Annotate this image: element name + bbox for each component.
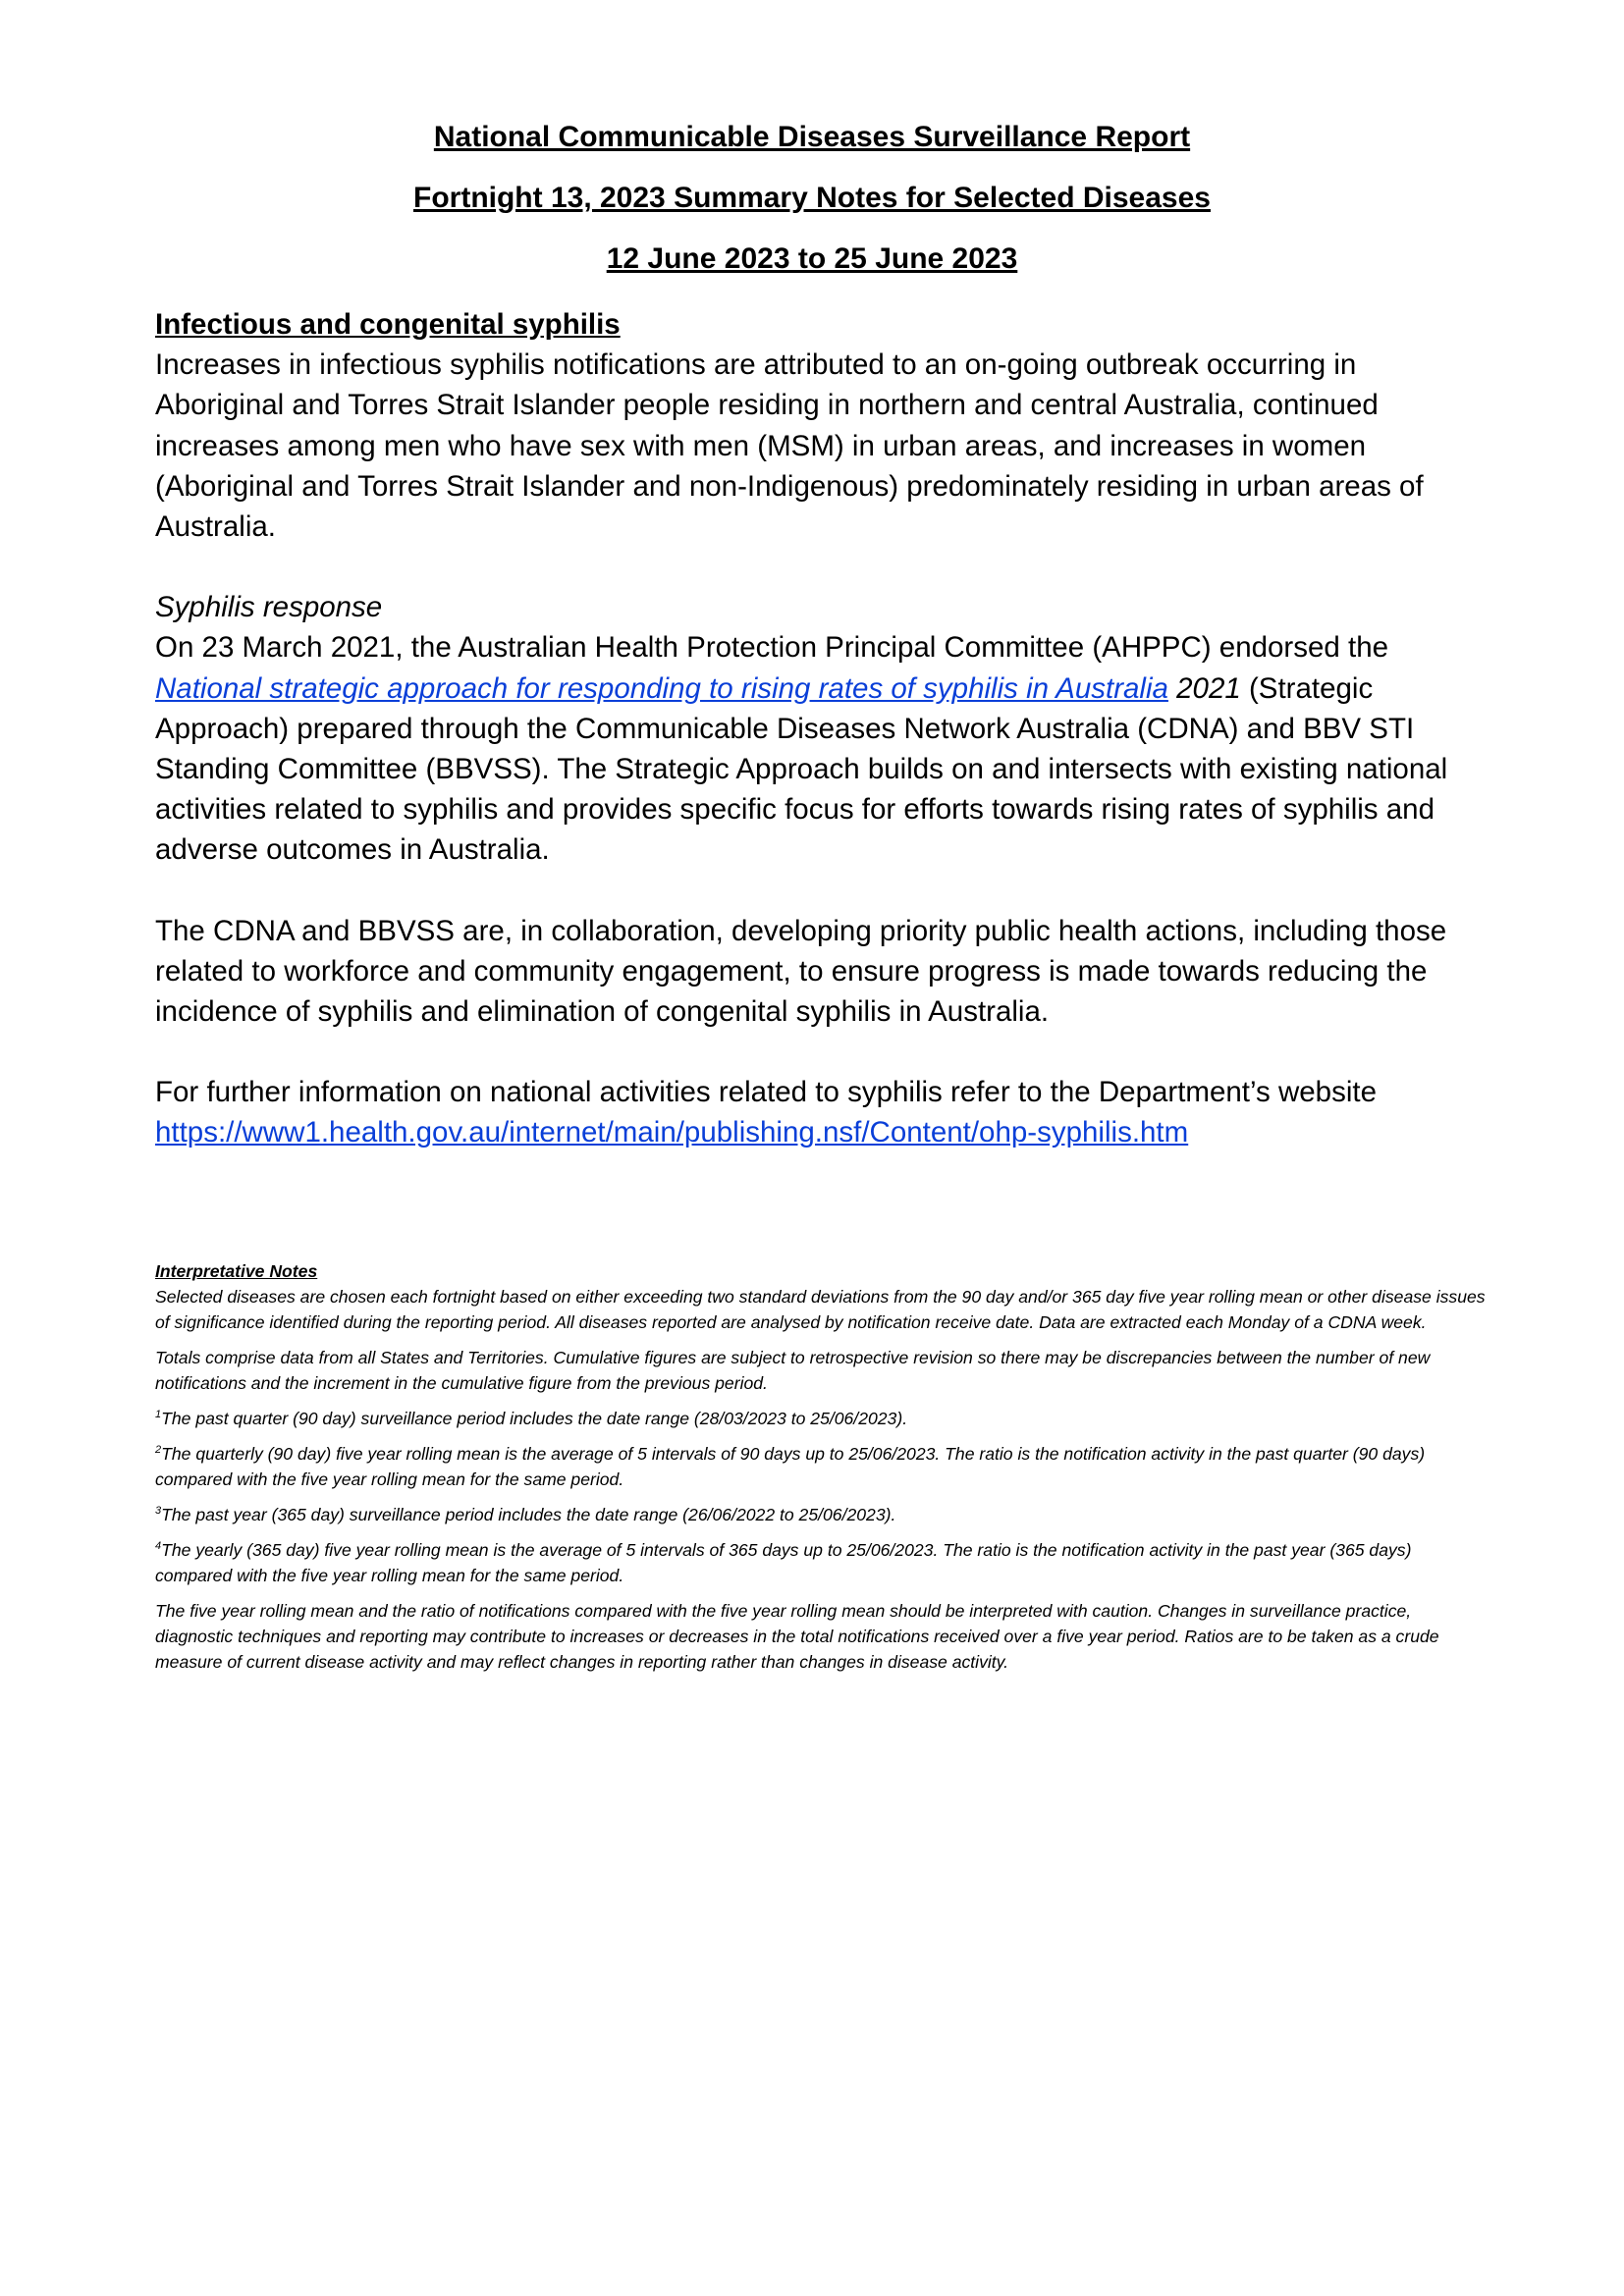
footnote-2-text: The quarterly (90 day) five year rolling mean is the average of 5 intervals of 90 days up to 25/06/2023. The ratio is the notification activity in the past quarter (90 days) compared with the five year rolling mean for the same period. xyxy=(155,1444,1426,1489)
report-title: National Communicable Diseases Surveillance Report xyxy=(433,121,1191,153)
syphilis-response-paragraph-2: The CDNA and BBVSS are, in collaboration, developing priority public health actions, including those related to workforce and community engagement, to ensure progress is made towards reducing the incidence of syphilis and elimination of congenital syphilis in Australia. xyxy=(155,914,1447,1029)
syphilis-response-heading: Syphilis response xyxy=(155,591,383,624)
footnote-2-mark: 2 xyxy=(155,1444,162,1457)
notes-paragraph-1: Selected diseases are chosen each fortnight based on either exceeding two standard deviations from the 90 day and/or 365 day five year rolling mean or other disease issues of significance identified during the reporting period. All diseases reported are analysed by notification receive date. Data are extracted each Monday of a CDNA week. xyxy=(155,1287,1486,1332)
syphilis-response-paragraph-1 xyxy=(155,627,1490,870)
notes-paragraph-2: Totals comprise data from all States and Territories. Cumulative figures are subject to retrospective revision so there may be discrepancies between the number of new notifications and the increment in the cumulative figure from the previous period. xyxy=(155,1348,1431,1393)
footnote-1-text: The past quarter (90 day) surveillance period includes the date range (28/03/2023 to 25/06/2023). xyxy=(161,1409,908,1428)
notes-heading: Interpretative Notes xyxy=(155,1261,318,1281)
response-year: 2021 xyxy=(1167,671,1241,705)
syphilis-response-paragraph-3: For further information on national activities related to syphilis refer to the Department’s website xyxy=(155,1076,1377,1109)
syphilis-heading: Infectious and congenital syphilis xyxy=(155,308,621,341)
spacer xyxy=(155,547,1490,587)
footnote-3-text: The past year (365 day) surveillance period includes the date range (26/06/2022 to 25/06/2023). xyxy=(161,1505,896,1524)
response-text-before: On 23 March 2021, the Australian Health Protection Principal Committee (AHPPC) endorsed the xyxy=(155,631,1389,665)
response-text-after: (Strategic Approach) prepared through the Communicable Diseases Network Australia (CDNA) and BBV STI Standing Committee (BBVSS). The Strategic Approach builds on and intersects with existing national activities related to syphilis and provides specific focus for efforts towards rising rates of syphilis and adverse outcomes in Australia. xyxy=(155,671,1448,867)
strategic-approach-link[interactable]: National strategic approach for responding to rising rates of syphilis in Australia xyxy=(155,671,1168,705)
footnote-2 xyxy=(155,1441,1490,1492)
footnote-4-mark: 4 xyxy=(155,1540,162,1553)
footnote-3-mark: 3 xyxy=(155,1505,162,1518)
footnote-3 xyxy=(155,1502,1490,1527)
syphilis-section xyxy=(155,304,1490,1153)
footnote-1-mark: 1 xyxy=(155,1409,162,1421)
syphilis-intro-paragraph: Increases in infectious syphilis notifications are attributed to an on-going outbreak occurring in Aboriginal and Torres Strait Islander people residing in northern and central Australia, continued increases among men who have sex with men (MSM) in urban areas, and increases in women (Aboriginal and Torres Strait Islander and non-Indigenous) predominately residing in urban areas of Australia. xyxy=(155,348,1424,544)
notes-paragraph-3: The five year rolling mean and the ratio of notifications compared with the five year rolling mean should be interpreted with caution. Changes in surveillance practice, diagnostic techniques and reporting may contribute to increases or decreases in the total notifications received over a five year period. Ratios are to be taken as a crude measure of current disease activity and may reflect changes in reporting rather than changes in disease activity. xyxy=(155,1601,1439,1672)
spacer xyxy=(155,1032,1490,1072)
interpretative-notes xyxy=(155,1258,1490,1684)
spacer xyxy=(155,871,1490,911)
department-website-link[interactable]: https://www1.health.gov.au/internet/main/publishing.nsf/Content/ohp-syphilis.htm xyxy=(155,1116,1189,1149)
report-subtitle: Fortnight 13, 2023 Summary Notes for Selected Diseases xyxy=(413,182,1211,214)
footnote-4 xyxy=(155,1537,1490,1588)
footnote-1 xyxy=(155,1406,1490,1431)
footnote-4-text: The yearly (365 day) five year rolling mean is the average of 5 intervals of 365 days up to 25/06/2023. The ratio is the notification activity in the past year (365 days) compared with the five year rolling mean for the same period. xyxy=(155,1540,1412,1585)
report-date-range: 12 June 2023 to 25 June 2023 xyxy=(606,242,1018,275)
